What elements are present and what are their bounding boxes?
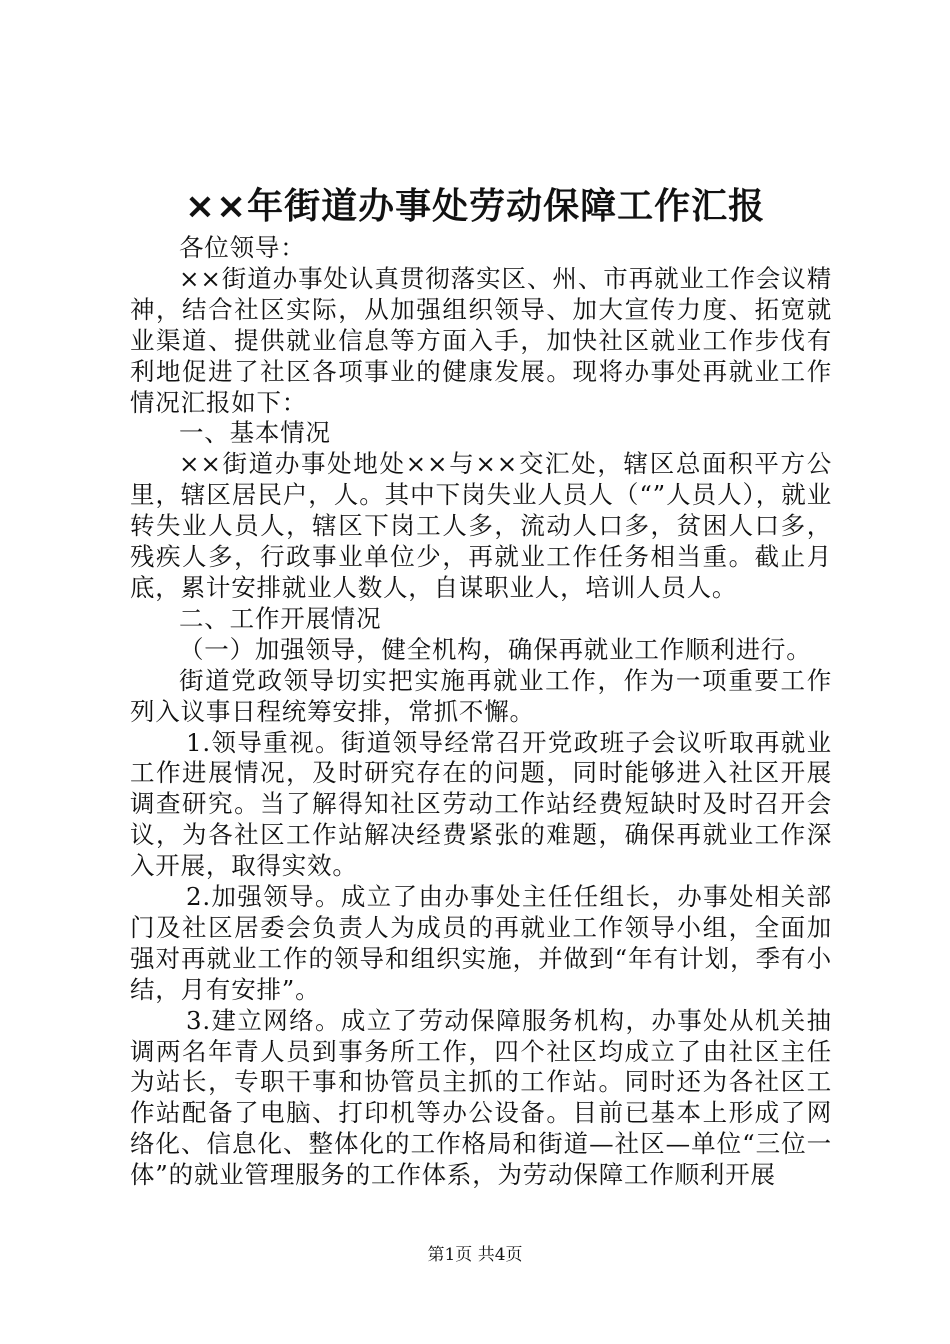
list-item-1: 1.领导重视。街道领导经常召开党政班子会议听取再就业工作进展情况，及时研究存在的问题，同时能够进入社区开展调查研究。当了解得知社区劳动工作站经费短缺时及时召开会议，为各社区工作站解决经费紧张的难题，确保再就业工作深入开展，取得实效。 bbox=[130, 727, 832, 881]
list-item-3: 3.建立网络。成立了劳动保障服务机构，办事处从机关抽调两名年青人员到事务所工作，四个社区均成立了由社区主任为站长，专职干事和协管员主抓的工作站。同时还为各社区工作站配备了电脑、打印机等办公设备。目前已基本上形成了网络化、信息化、整体化的工作格局和街道—社区—单位“三位一体”的就业管理服务的工作体系，为劳动保障工作顺利开展 bbox=[130, 1005, 832, 1190]
salutation-paragraph: 各位领导： bbox=[179, 233, 306, 262]
document-title: ××年街道办事处劳动保障工作汇报 bbox=[184, 186, 766, 227]
leadership-paragraph: 街道党政领导切实把实施再就业工作，作为一项重要工作列入议事日程统筹安排，常抓不懈。 bbox=[130, 665, 832, 726]
subsection-heading-1: （一）加强领导，健全机构，确保再就业工作顺利进行。 bbox=[179, 634, 812, 664]
page-number-footer: 第1页 共4页 bbox=[427, 1245, 523, 1265]
document-body bbox=[130, 233, 832, 1191]
list-item-2: 2.加强领导。成立了由办事处主任任组长，办事处相关部门及社区居委会负责人为成员的再就业工作领导小组，全面加强对再就业工作的领导和组织实施，并做到“年有计划，季有小结，月有安排”。 bbox=[130, 882, 832, 1004]
section-heading-basic: 一、基本情况 bbox=[179, 418, 331, 448]
intro-paragraph: ××街道办事处认真贯彻落实区、州、市再就业工作会议精神，结合社区实际，从加强组织领导、加大宣传力度、拓宽就业渠道、提供就业信息等方面入手，加快社区就业工作步伐有利地促进了社区各项事业的健康发展。现将办事处再就业工作情况汇报如下： bbox=[130, 263, 832, 417]
basic-situation-paragraph: ××街道办事处地处××与××交汇处，辖区总面积平方公里，辖区居民户，人。其中下岗失业人员人（“”人员人），就业转失业人员人，辖区下岗工人多，流动人口多，贫困人口多，残疾人多，行政事业单位少，再就业工作任务相当重。截止月底，累计安排就业人数人，自谋职业人，培训人员人。 bbox=[130, 449, 832, 602]
section-heading-work: 二、工作开展情况 bbox=[179, 603, 382, 633]
